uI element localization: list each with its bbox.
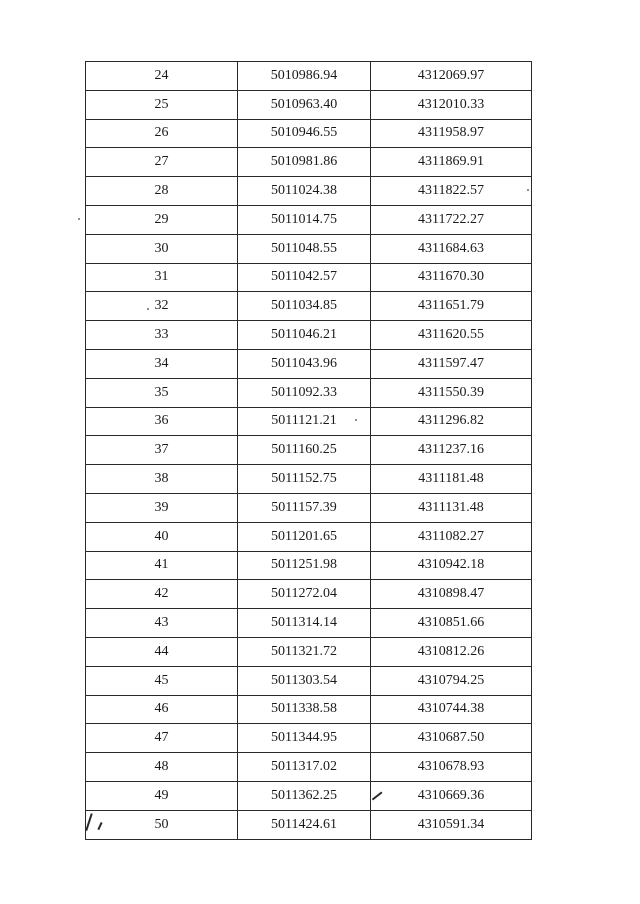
x-coordinate-cell: 5011314.14: [238, 609, 371, 638]
y-coordinate-cell: 4310591.34: [371, 810, 532, 839]
point-number-cell: 38: [86, 465, 238, 494]
table-row: [86, 436, 532, 465]
point-number-cell: 29: [86, 205, 238, 234]
y-coordinate-cell: 4311550.39: [371, 378, 532, 407]
x-coordinate-cell: 5011092.33: [238, 378, 371, 407]
table-row: [86, 177, 532, 206]
scan-speck: [527, 189, 529, 191]
x-coordinate-cell: 5011362.25: [238, 781, 371, 810]
table-row: [86, 465, 532, 494]
point-number-cell: 48: [86, 753, 238, 782]
point-number-cell: 40: [86, 522, 238, 551]
point-number-cell: 46: [86, 695, 238, 724]
x-coordinate-cell: 5011034.85: [238, 292, 371, 321]
point-number-cell: 30: [86, 234, 238, 263]
x-coordinate-cell: 5011424.61: [238, 810, 371, 839]
scan-speck: [78, 218, 80, 220]
x-coordinate-cell: 5011201.65: [238, 522, 371, 551]
y-coordinate-cell: 4310942.18: [371, 551, 532, 580]
x-coordinate-cell: 5010981.86: [238, 148, 371, 177]
y-coordinate-cell: 4310851.66: [371, 609, 532, 638]
table-row: [86, 551, 532, 580]
point-number-cell: 24: [86, 62, 238, 91]
table-row: [86, 810, 532, 839]
x-coordinate-cell: 5011157.39: [238, 493, 371, 522]
x-coordinate-cell: 5010963.40: [238, 90, 371, 119]
y-coordinate-cell: 4311651.79: [371, 292, 532, 321]
y-coordinate-cell: 4311237.16: [371, 436, 532, 465]
table-row: [86, 609, 532, 638]
point-number-cell: 41: [86, 551, 238, 580]
y-coordinate-cell: 4310744.38: [371, 695, 532, 724]
y-coordinate-cell: 4311181.48: [371, 465, 532, 494]
table-row: [86, 753, 532, 782]
x-coordinate-cell: 5011048.55: [238, 234, 371, 263]
table-row: [86, 666, 532, 695]
table-row: [86, 580, 532, 609]
table-row: [86, 62, 532, 91]
x-coordinate-cell: 5011303.54: [238, 666, 371, 695]
table-row: [86, 407, 532, 436]
table-row: [86, 119, 532, 148]
y-coordinate-cell: 4312010.33: [371, 90, 532, 119]
x-coordinate-cell: 5011024.38: [238, 177, 371, 206]
point-number-cell: 37: [86, 436, 238, 465]
y-coordinate-cell: 4311684.63: [371, 234, 532, 263]
x-coordinate-cell: 5011160.25: [238, 436, 371, 465]
point-number-cell: 44: [86, 637, 238, 666]
y-coordinate-cell: 4311670.30: [371, 263, 532, 292]
x-coordinate-cell: 5011042.57: [238, 263, 371, 292]
y-coordinate-cell: 4311822.57: [371, 177, 532, 206]
y-coordinate-cell: 4310898.47: [371, 580, 532, 609]
point-number-cell: 27: [86, 148, 238, 177]
x-coordinate-cell: 5011344.95: [238, 724, 371, 753]
x-coordinate-cell: 5011152.75: [238, 465, 371, 494]
x-coordinate-cell: 5011317.02: [238, 753, 371, 782]
x-coordinate-cell: 5011046.21: [238, 321, 371, 350]
x-coordinate-cell: 5011272.04: [238, 580, 371, 609]
x-coordinate-cell: 5010986.94: [238, 62, 371, 91]
x-coordinate-cell: 5010946.55: [238, 119, 371, 148]
y-coordinate-cell: 4311082.27: [371, 522, 532, 551]
table-row: [86, 321, 532, 350]
point-number-cell: 49: [86, 781, 238, 810]
table-row: [86, 234, 532, 263]
table-row: [86, 695, 532, 724]
table-row: [86, 263, 532, 292]
y-coordinate-cell: 4311597.47: [371, 349, 532, 378]
coordinate-table: [85, 61, 532, 840]
x-coordinate-cell: 5011321.72: [238, 637, 371, 666]
y-coordinate-cell: 4310687.50: [371, 724, 532, 753]
table-row: [86, 724, 532, 753]
point-number-cell: 34: [86, 349, 238, 378]
y-coordinate-cell: 4310812.26: [371, 637, 532, 666]
point-number-cell: 50: [86, 810, 238, 839]
table-row: [86, 522, 532, 551]
point-number-cell: 45: [86, 666, 238, 695]
point-number-cell: 26: [86, 119, 238, 148]
point-number-cell: 42: [86, 580, 238, 609]
y-coordinate-cell: 4310669.36: [371, 781, 532, 810]
point-number-cell: 28: [86, 177, 238, 206]
table-row: [86, 781, 532, 810]
x-coordinate-cell: 5011014.75: [238, 205, 371, 234]
point-number-cell: 35: [86, 378, 238, 407]
y-coordinate-cell: 4311869.91: [371, 148, 532, 177]
coordinate-table-body: [86, 62, 532, 840]
x-coordinate-cell: 5011338.58: [238, 695, 371, 724]
x-coordinate-cell: 5011121.21: [238, 407, 371, 436]
y-coordinate-cell: 4310678.93: [371, 753, 532, 782]
point-number-cell: 25: [86, 90, 238, 119]
point-number-cell: 36: [86, 407, 238, 436]
table-row: [86, 378, 532, 407]
scan-speck: [147, 308, 149, 310]
point-number-cell: 31: [86, 263, 238, 292]
y-coordinate-cell: 4311722.27: [371, 205, 532, 234]
y-coordinate-cell: 4310794.25: [371, 666, 532, 695]
y-coordinate-cell: 4311296.82: [371, 407, 532, 436]
x-coordinate-cell: 5011043.96: [238, 349, 371, 378]
scan-speck: [355, 419, 357, 421]
table-row: [86, 292, 532, 321]
y-coordinate-cell: 4312069.97: [371, 62, 532, 91]
table-row: [86, 90, 532, 119]
point-number-cell: 39: [86, 493, 238, 522]
y-coordinate-cell: 4311620.55: [371, 321, 532, 350]
x-coordinate-cell: 5011251.98: [238, 551, 371, 580]
y-coordinate-cell: 4311958.97: [371, 119, 532, 148]
table-row: [86, 493, 532, 522]
point-number-cell: 43: [86, 609, 238, 638]
point-number-cell: 33: [86, 321, 238, 350]
point-number-cell: 47: [86, 724, 238, 753]
y-coordinate-cell: 4311131.48: [371, 493, 532, 522]
point-number-cell: 32: [86, 292, 238, 321]
table-row: [86, 637, 532, 666]
table-row: [86, 205, 532, 234]
table-row: [86, 349, 532, 378]
table-row: [86, 148, 532, 177]
